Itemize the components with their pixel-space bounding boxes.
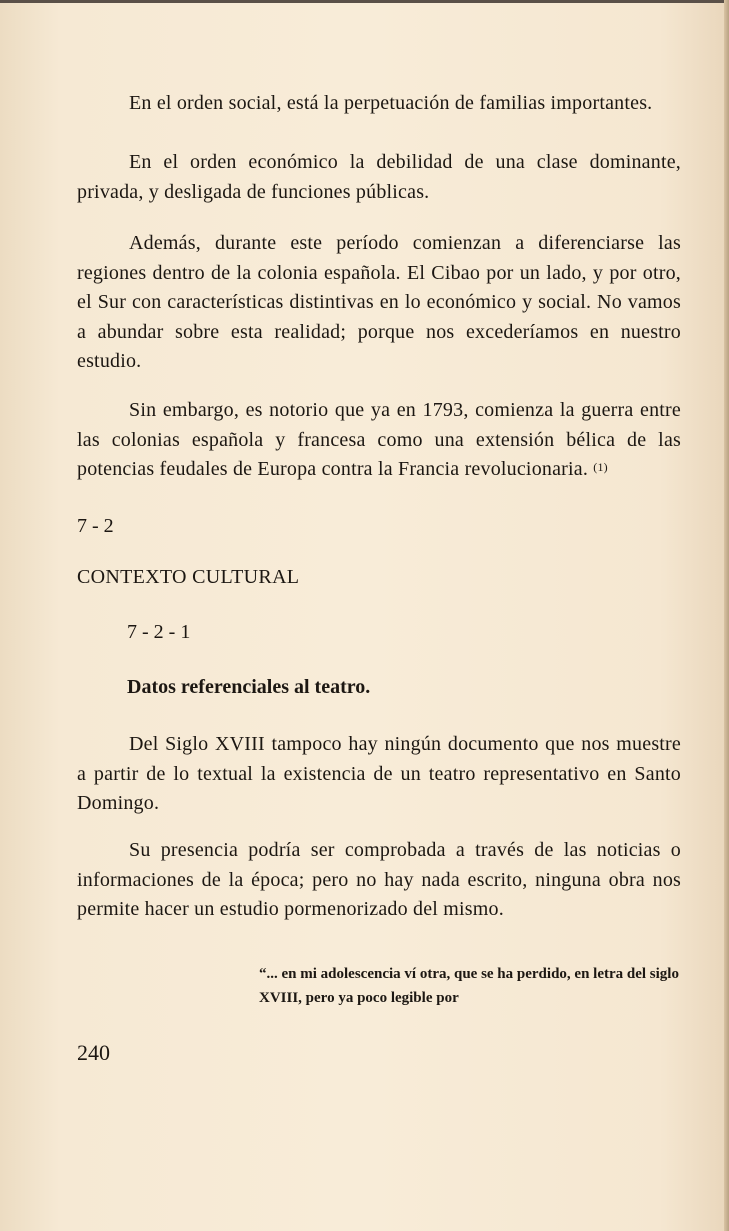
paragraph-siglo-xviii: Del Siglo XVIII tampoco hay ningún documento que nos muestre a partir de lo textual la existencia de un teatro representativo en Santo Domingo.: [77, 733, 681, 814]
paragraph-war-text: Sin embargo, es notorio que ya en 1793, comienza la guerra entre las colonias española y francesa como una extensión bélica de las potencias feudales de Europa contra la Francia revolucionaria.: [77, 399, 681, 480]
subsection-number: 7 - 2 - 1: [127, 621, 191, 643]
paragraph-presencia: Su presencia podría ser comprobada a través de las noticias o informaciones de la época; pero no hay nada escrito, ninguna obra nos permite hacer un estudio pormenorizado del mismo.: [77, 839, 681, 920]
subsection-title: Datos referenciales al teatro.: [127, 676, 371, 698]
section-title: CONTEXTO CULTURAL: [77, 566, 300, 588]
page-edge-shadow: [724, 0, 729, 1231]
paragraph-war-1793: [77, 396, 681, 485]
page-number: 240: [77, 1040, 110, 1065]
paragraph-economic-order: En el orden económico la debilidad de una clase dominante, privada, y desligada de funciones públicas.: [77, 151, 681, 203]
footnote-marker: (1): [593, 460, 608, 474]
block-quote: “... en mi adolescencia ví otra, que se ha perdido, en letra del siglo XVIII, pero ya poco legible por: [259, 966, 679, 1006]
section-number: 7 - 2: [77, 515, 114, 537]
paragraph-social-order: En el orden social, está la perpetuación de familias importantes.: [129, 92, 653, 114]
top-border: [0, 0, 729, 3]
paragraph-regions: Además, durante este período comienzan a diferenciarse las regiones dentro de la colonia española. El Cibao por un lado, y por otro, el Sur con características distintivas en lo económico y social. No vamos a abundar sobre esta realidad; porque nos excederíamos en nuestro estudio.: [77, 232, 681, 372]
